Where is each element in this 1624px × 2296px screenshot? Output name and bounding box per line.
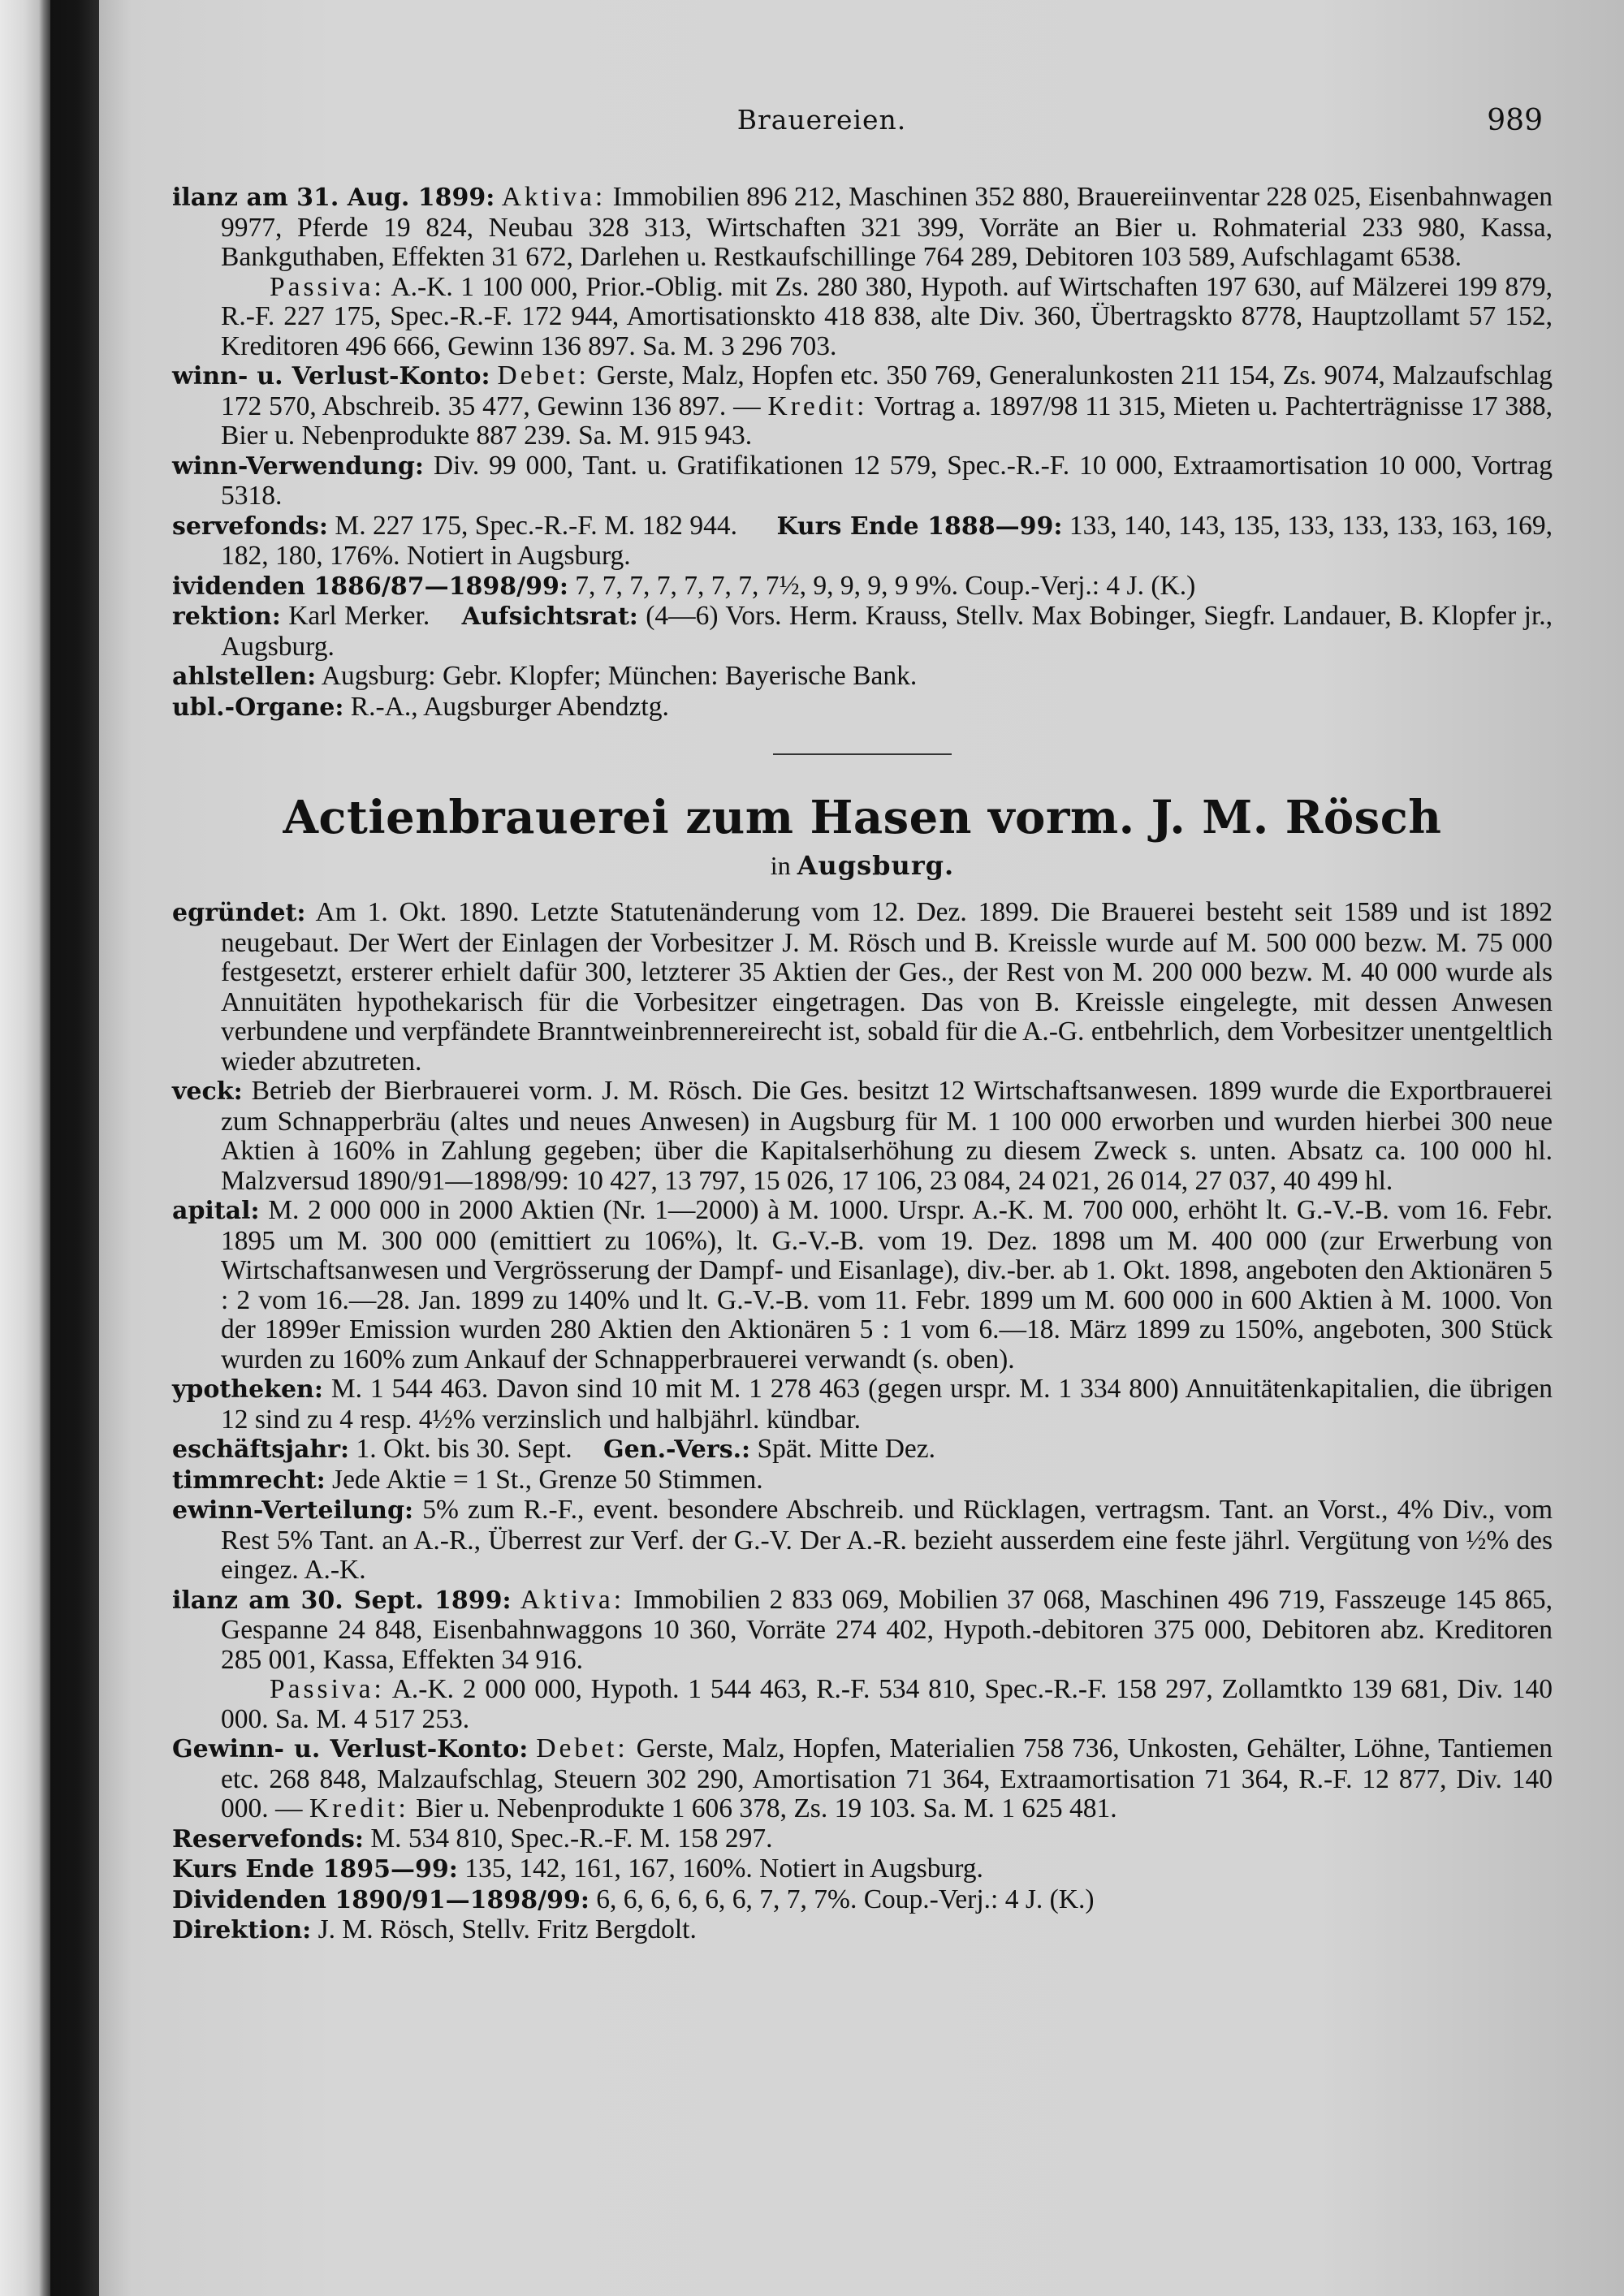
gegruendet-text: Am 1. Okt. 1890. Letzte Statutenänderung vom 12. Dez. 1899. Die Brauerei besteht seit 1589 und ist 1892 neugebaut. Der Wert der Einlagen der Vorbesitzer J. M. Rösch und B. Kreissle wurde auf M. 500 000 bezw. M. 75 000 festgesetzt, ersterer erhielt dafür 300, letzterer 35 Aktien der Ges., der Rest von M. 200 000 bezw. M. 40 000 wurde als Annuitäten hypothekarisch für die Vorbesitzer eingetragen. Das von B. Kreissle eingelegte, mit dessen Anwesen verbundene und verpfändete Branntweinbrennereirecht ist, sobald für die A.-G. entbehrlich, dem Vorbesitzer unentgeltlich wieder abzutreten. — [221, 897, 1553, 1077]
bilanz-passiva — [172, 273, 1553, 362]
guv-label: winn- u. Verlust-Konto: — [172, 362, 490, 391]
gegruendet-label: egründet: — [172, 899, 306, 927]
debet-word: Debet: — [536, 1733, 628, 1763]
geschaeftsjahr-text: 1. Okt. bis 30. Sept. — [356, 1434, 572, 1464]
reservefonds — [172, 1824, 1553, 1855]
gewinnvert-text: 5% zum R.-F., event. besondere Abschreib. und Rücklagen, vertragsm. Tant. an Vorst., 4% Div., vom Rest 5% Tant. an A.-R., Überrest zur Verf. der G.-V. Der A.-R. bezieht ausserdem eine feste jährl. Vergütung von ½% des eingez. A.-K. — [221, 1495, 1553, 1585]
reservefonds-and-kurs — [172, 511, 1553, 572]
verwendung-text: Div. 99 000, Tant. u. Gratifikationen 12 579, Spec.-R.-F. 10 000, Extraamortisation 10 000, Vortrag 5318. — [221, 450, 1553, 511]
hypotheken-label: ypotheken: — [172, 1375, 323, 1404]
zweck-text: Betrieb der Bierbrauerei vorm. J. M. Rösch. Die Ges. besitzt 12 Wirtschaftsanwesen. 1899 wurde die Exportbrauerei zum Schnapperbräu (altes und neues Anwesen) in Augsburg für M. 1 100 000 erworben und wurden hierbei 300 neue Aktien à 160% in Zahlung gegeben; über die Kapitalserhöhung zu diesem Zweck s. unten. Absatz ca. 100 000 hl. Malzversud 1890/91—1898/99: 10 427, 13 797, 15 026, 17 106, 23 084, 24 021, 26 014, 27 037, 40 499 hl. — [221, 1076, 1553, 1196]
guv-debet-text: Gerste, Malz, Hopfen, Materialien 758 736, Unkosten, Gehälter, Löhne, Tantiemen etc. 268 848, Malzaufschlag, Steuern 302 290, Amortisation 71 364, Extraamortisation 71 364, R.-F. 12 877, Div. 140 000. — — [221, 1733, 1553, 1823]
geschaeftsjahr — [172, 1435, 1553, 1465]
reserve-label: servefonds: — [172, 511, 328, 541]
company-entry — [172, 791, 1553, 1946]
previous-company-entry — [172, 183, 1553, 723]
dividenden-text: 7, 7, 7, 7, 7, 7, 7, 7½, 9, 9, 9, 9 9%. Coup.-Verj.: 4 J. (K.) — [575, 570, 1196, 601]
passiva-word: Passiva: — [270, 1674, 385, 1704]
location-city: Augsburg. — [797, 850, 955, 881]
organe-text: R.-A., Augsburger Abendztg. — [350, 691, 669, 722]
kapital — [172, 1196, 1553, 1375]
zweck-label: veck: — [172, 1077, 243, 1106]
direktion-label: rektion: — [172, 602, 281, 631]
page-body — [172, 183, 1553, 1946]
passiva-word: Passiva: — [270, 271, 385, 302]
kurs — [172, 1854, 1553, 1885]
aufsichtsrat-label: Aufsichtsrat: — [461, 602, 638, 631]
organe-label: ubl.-Organe: — [172, 693, 344, 722]
gewinn-verteilung — [172, 1495, 1553, 1586]
guv-label: Gewinn- u. Verlust-Konto: — [172, 1735, 529, 1763]
running-title: Brauereien. — [736, 104, 907, 136]
hypotheken-text: M. 1 544 463. Davon sind 10 mit M. 1 278 463 (gegen urspr. M. 1 334 800) Annuitätenkapitalien, die übrigen 12 sind zu 4 resp. 4½% verzinslich und halbjährl. kündbar. — [221, 1374, 1553, 1435]
company-title: Actienbrauerei zum Hasen vorm. J. M. Rösch — [283, 791, 1442, 844]
gewinn-verlust-konto — [172, 361, 1553, 451]
bilanz-1899-aug — [172, 183, 1553, 273]
debet-word: Debet: — [497, 360, 590, 391]
stimmrecht-text: Jede Aktie = 1 St., Grenze 50 Stimmen. — [332, 1464, 763, 1495]
page-number: 989 — [1487, 104, 1543, 137]
dividenden-label: ividenden 1886/87—1898/99: — [172, 572, 568, 601]
aktiva-word: Aktiva: — [520, 1584, 625, 1615]
scanned-page — [99, 0, 1624, 2296]
aktiva-word: Aktiva: — [501, 182, 607, 212]
bilanz-label: ilanz am 31. Aug. 1899: — [172, 183, 495, 212]
reserve-text: M. 227 175, Spec.-R.-F. M. 182 944. — [335, 510, 737, 541]
bilanz-passiva — [172, 1675, 1553, 1734]
gewinn-verwendung — [172, 451, 1553, 511]
zahlstellen — [172, 662, 1553, 693]
passiva-text: A.-K. 1 100 000, Prior.-Oblig. mit Zs. 280 380, Hypoth. auf Wirtschaften 197 630, auf Mälzerei 199 879, R.-F. 227 175, Spec.-R.-F. 172 944, Amortisationskto 418 838, alte Div. 360, Übertragskto 8778, Hauptzollamt 57 152, Kreditoren 496 666, Gewinn 136 897. Sa. M. 3 296 703. — [221, 271, 1553, 361]
kapital-text: M. 2 000 000 in 2000 Aktien (Nr. 1—2000) à M. 1000. Urspr. A.-K. M. 700 000, erhöht lt. G.-V.-B. vom 16. Febr. 1895 um M. 300 000 (emittiert zu 106%), lt. G.-V.-B. vom 19. Dez. 1898 um M. 400 000 (zur Erwerbung von Wirtschaftsanwesen und Vergrösserung der Dampf- und Eisanlage), div.-ber. ab 1. Okt. 1898, angeboten den Aktionären 5 : 2 vom 16.—28. Jan. 1899 zu 140% und lt. G.-V.-B. vom 11. Febr. 1899 um M. 600 000 in 600 Aktien à M. 1000. Von der 1899er Emission wurden 280 Aktien den Aktionären 5 : 1 vom 6.—18. März 1899 zu 150%, angeboten, 300 Stück wurden zu 160% zum Ankauf der Schnapperbrauerei verwandt (s. oben). — [221, 1195, 1553, 1375]
aktiva-text: Immobilien 2 833 069, Mobilien 37 068, Maschinen 496 719, Fasszeuge 145 865, Gespanne 24 848, Eisenbahnwaggons 10 360, Vorräte 274 402, Hypoth.-debitoren 375 000, Debitoren abz. Kreditoren 285 001, Kassa, Effekten 34 916. — [221, 1584, 1553, 1675]
stimmrecht-label: timmrecht: — [172, 1465, 326, 1495]
kurs-label: Kurs Ende 1895—99: — [172, 1855, 458, 1884]
verwendung-label: winn-Verwendung: — [172, 451, 424, 481]
bilanz-1899-sept — [172, 1586, 1553, 1676]
guv-kredit-text: Bier u. Nebenprodukte 1 606 378, Zs. 19 103. Sa. M. 1 625 481. — [416, 1793, 1117, 1823]
kapital-label: apital: — [172, 1197, 260, 1225]
gewinn-verlust-konto — [172, 1734, 1553, 1824]
page-header — [99, 104, 1624, 140]
kurs-text: 133, 140, 143, 135, 133, 133, 133, 163, 169, 182, 180, 176%. Notiert in Augsburg. — [221, 510, 1553, 571]
zweck — [172, 1077, 1553, 1196]
kurs-label: Kurs Ende 1888—99: — [776, 511, 1063, 541]
company-location — [172, 849, 1553, 882]
genvers-text: Spät. Mitte Dez. — [757, 1434, 936, 1464]
passiva-text: A.-K. 2 000 000, Hypoth. 1 544 463, R.-F. 534 810, Spec.-R.-F. 158 297, Zollamtkto 139 681, Div. 140 000. Sa. M. 4 517 253. — [221, 1674, 1553, 1734]
page-gutter-shadow — [50, 0, 99, 2296]
guv-debet-text: Gerste, Malz, Hopfen etc. 350 769, Generalunkosten 211 154, Zs. 9074, Malzaufschlag 172 570, Abschreib. 35 477, Gewinn 136 897. — — [221, 360, 1553, 421]
kredit-word: Kredit: — [309, 1793, 409, 1823]
bilanz-label: ilanz am 30. Sept. 1899: — [172, 1586, 512, 1615]
kurs-text: 135, 142, 161, 167, 160%. Notiert in Augsburg. — [464, 1854, 983, 1884]
gegruendet — [172, 898, 1553, 1077]
aufsichtsrat-text: (4—6) Vors. Herm. Krauss, Stellv. Max Bobinger, Siegfr. Landauer, B. Klopfer jr., Augsburg. — [221, 601, 1553, 662]
genvers-label: Gen.-Vers.: — [603, 1435, 751, 1464]
section-divider — [773, 753, 952, 755]
dividenden-text: 6, 6, 6, 6, 6, 6, 7, 7, 7%. Coup.-Verj.: 4 J. (K.) — [596, 1884, 1095, 1914]
reserve-label: Reservefonds: — [172, 1824, 364, 1854]
direktion-label: Direktion: — [172, 1916, 312, 1944]
dividenden-label: Dividenden 1890/91—1898/99: — [172, 1885, 590, 1914]
direktion-aufsichtsrat — [172, 602, 1553, 662]
reserve-text: M. 534 810, Spec.-R.-F. M. 158 297. — [370, 1823, 773, 1854]
aktiva-text: Immobilien 896 212, Maschinen 352 880, Brauereiinventar 228 025, Eisenbahnwagen 9977, Pferde 19 824, Neubau 328 313, Wirtschaften 321 399, Vorräte an Bier u. Rohmaterial 233 980, Kassa, Bankguthaben, Effekten 31 672, Darlehen u. Restkaufschillinge 764 289, Debitoren 103 589, Aufschlagamt 6538. — [221, 182, 1553, 272]
gewinnvert-label: ewinn-Verteilung: — [172, 1496, 414, 1525]
stimmrecht — [172, 1465, 1553, 1496]
direktion-text: J. M. Rösch, Stellv. Fritz Bergdolt. — [317, 1914, 697, 1944]
zahlstellen-text: Augsburg: Gebr. Klopfer; München: Bayerische Bank. — [321, 661, 918, 691]
geschaeftsjahr-label: eschäftsjahr: — [172, 1435, 350, 1464]
dividenden — [172, 1885, 1553, 1916]
book-spine — [0, 0, 50, 2296]
dividenden — [172, 572, 1553, 602]
guv-kredit-text: Vortrag a. 1897/98 11 315, Mieten u. Pachterträgnisse 17 388, Bier u. Nebenprodukte 887 239. Sa. M. 915 943. — [221, 391, 1553, 451]
zahlstellen-label: ahlstellen: — [172, 662, 317, 691]
direktion-text: Karl Merker. — [288, 601, 430, 631]
publikations-organe — [172, 693, 1553, 723]
location-prefix: in — [770, 851, 791, 880]
hypotheken — [172, 1375, 1553, 1435]
kredit-word: Kredit: — [767, 391, 868, 421]
direktion — [172, 1915, 1553, 1946]
